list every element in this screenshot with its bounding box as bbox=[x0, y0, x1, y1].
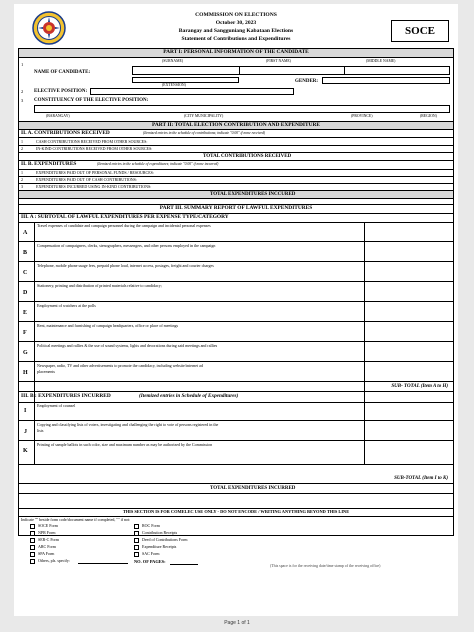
doc-expenditure-receipts: Expenditure Receipts bbox=[142, 544, 177, 549]
row-i-label: Employment of counsel bbox=[37, 403, 76, 408]
row-j-letter: J bbox=[24, 429, 27, 435]
no-of-pages-field[interactable] bbox=[170, 564, 198, 565]
checkbox-others[interactable] bbox=[30, 559, 35, 564]
election-date: October 30, 2023 bbox=[215, 20, 257, 26]
checkbox-contribution-receipts[interactable] bbox=[134, 531, 139, 536]
row-c-label: Telephone, mobile phone usage fees, prepaid phone load, internet access, postages, freight and courier charges bbox=[37, 263, 214, 268]
inkind-contributions-label: IN-KIND CONTRIBUTIONS RECEIVED FROM OTHER SOURCES: bbox=[36, 146, 153, 151]
cash-contributions-label: CASH CONTRIBUTIONS RECEIVED FROM OTHER SOURCES: bbox=[36, 139, 148, 144]
expenditures-title: II. B. EXPENDITURES bbox=[21, 161, 77, 167]
total-contributions-label: TOTAL CONTRIBUTIONS RECEIVED bbox=[203, 154, 292, 159]
row-g-letter: G bbox=[23, 350, 28, 356]
row-b-label: Compensation of campaigners, clerks, stenographers, messengers, and other persons employed in the campaign bbox=[37, 243, 216, 248]
part2-title: PART II: TOTAL ELECTION CONTRIBUTION AND EXPENDITURE bbox=[152, 122, 320, 128]
soce-form-sheet: COMMISSION ON ELECTIONS October 30, 2023 Barangay and Sangguniang Kabataan Elections Statement of Contributions and Expenditures SOCE PART I: PERSONAL INFORMATION OF THE CANDIDATE 1 NAME OF CANDIDATE: (SURNAME) (FIRST NAME) (MIDDLE NAME) (EXTENSION) GENDER: 2 ELECTIVE POSITION: 3 CONSTITUENCY OF THE ELECTIVE POSITION: (BARANGAY) (CITY MUNICIPALITY) (PROVINCE) (REGION) PART II: TOTAL ELECTION CONTRIBUTION AND EXPENDITURE II. A. CONTRIBUTIONS RECEIVED (Itemized entries in the schedule of contributions; indicate "0.00" if none received) 1 CASH CONTRIBUTIONS RECEIVED FROM OTHER SOURCES: 2 IN-KIND CONTRIBUTIONS RECEIVED FROM OTHER SOURCES: TOTAL CONTRIBUTIONS RECEIVED II. B. EXPENDITURES (Itemized entries in the schedule of expenditures; indicate "0.00" if none incurred) 1 EXPENDITURES PAID OUT OF PERSONAL FUNDS / RESOURCES: 2 EXPENDITURES PAID OUT OF CASH CONTRIBUTIONS: 3 EXPENDITURES INCURRED USING IN-KIND CONTRIBUTIONS: TOTAL EXPENDITURES INCCURED PART III. SUMMARY REPORT OF LAWFUL EXPENDITURES III. A : SUBTOTAL OF LAWFUL EXPENDITURES PER EXPENSE TYPE/CATEGORY A Travel expenses of candidate and campaign personnel during the campaign and incidental personal expenses B Compensation of campaigners, clerks, stenographers, messengers, and other persons employed in the campaign C Telephone, mobile phone usage fees, prepaid phone load, internet access, postages, freight and courier charges D Stationery, printing and distribution of printed materials relative to candidacy; E Employment of watchers at the polls F Rent, maintenance and furnishing of campaign headquarters, office or place of meetings G Political meetings and rallies & the use of sound systems, lights and decorations during said meetings and rallies H Newspaper, radio, TV and other advertisements to promote the candidacy, including website/internet ad placements SUB- TOTAL (Item A to H) III. B : EXPENDITURES INCURRED (Itemized entries in Schedule of Expenditures) I Employment of counsel J Copying and classifying lists of voters, investigating and challenging the right to vote of persons registered in the lists K Printing of sample ballots in such color, size and maximum number as may be authorized by the Commission SUB-TOTAL (Item I to K) TOTAL EXPENDITURES INCURRED THIS SECTION IS FOR COMELEC USE ONLY - DO NOT ENCODE / WRITING ANYTHING BEYOND THIS LINE Indicate "" beside form code/document name if completed, "" if not: SOCE Form NPR Form SER-C Form ARC Form SPA Form Others, pls. specify: ROC Form Contribution Receipts Deed of Contributions Form Expenditure Receipts SAC Form NO. OF PAGES: (This space is for the receiving date/time stamp of the receiving office) bbox=[14, 4, 458, 616]
candidate-name-label: NAME OF CANDIDATE: bbox=[34, 70, 91, 75]
checkbox-expenditure-receipts[interactable] bbox=[134, 545, 139, 550]
checkbox-deed-contributions[interactable] bbox=[134, 538, 139, 543]
extension-caption: (EXTENSION) bbox=[162, 83, 186, 87]
row-k-label: Printing of sample ballots in such color, size and maximum number as may be authorized by the Commission bbox=[37, 442, 213, 447]
part1-title: PART I: PERSONAL INFORMATION OF THE CANDIDATE bbox=[163, 49, 309, 55]
elective-position-field[interactable] bbox=[90, 88, 294, 95]
comelec-use-title: THIS SECTION IS FOR COMELEC USE ONLY - DO NOT ENCODE / WRITING ANYTHING BEYOND THIS LINE bbox=[122, 509, 350, 514]
middlename-caption: (MIDDLE NAME) bbox=[366, 59, 396, 63]
row-e-letter: E bbox=[23, 310, 28, 316]
contributions-note: (Itemized entries in the schedule of contributions; indicate "0.00" if none received) bbox=[143, 131, 266, 135]
row-f-letter: F bbox=[23, 330, 27, 336]
row-a-letter: A bbox=[23, 230, 28, 236]
constituency-field[interactable] bbox=[34, 105, 450, 113]
checkbox-spa-form[interactable] bbox=[30, 552, 35, 557]
row-g-label: Political meetings and rallies & the use of sound systems, lights and decorations during said meetings and rallies bbox=[37, 343, 218, 348]
doc-arc-form: ARC Form bbox=[38, 544, 56, 549]
part3-title: PART III. SUMMARY REPORT OF LAWFUL EXPENDITURES bbox=[159, 205, 313, 211]
row-h-letter: H bbox=[23, 370, 28, 376]
expenditures-personal-label: EXPENDITURES PAID OUT OF PERSONAL FUNDS / RESOURCES: bbox=[36, 170, 154, 175]
region-caption: (REGION) bbox=[420, 114, 437, 118]
form-title: Statement of Contributions and Expenditures bbox=[181, 36, 291, 42]
receiving-stamp-note: (This space is for the receiving date/time stamp of the receiving office) bbox=[270, 564, 381, 568]
expenditures-note: (Itemized entries in the schedule of expenditures; indicate "0.00" if none incurred) bbox=[97, 162, 219, 166]
expenditures-inkind-label: EXPENDITURES INCURRED USING IN-KIND CONTRIBUTIONS: bbox=[36, 184, 152, 189]
doc-roc-form: ROC Form bbox=[142, 523, 160, 528]
checkbox-npr-form[interactable] bbox=[30, 531, 35, 536]
grand-total-expenditures: TOTAL EXPENDITURES INCURRED bbox=[210, 486, 296, 491]
row-h-label-cont: placements bbox=[37, 369, 55, 374]
row-k-letter: K bbox=[23, 448, 28, 454]
page-number: Page 1 of 1 bbox=[224, 620, 250, 626]
gender-label: GENDER: bbox=[295, 79, 319, 84]
row-j-label: Copying and classifying lists of voters, investigating and challenging the right to vote of persons registered in the bbox=[37, 422, 219, 427]
soce-code: SOCE bbox=[405, 25, 435, 37]
row-e-label: Employment of watchers at the polls bbox=[37, 303, 96, 308]
commission-title: COMMISSION ON ELECTIONS bbox=[195, 12, 277, 18]
expenditures-cash-label: EXPENDITURES PAID OUT OF CASH CONTRIBUTIONS: bbox=[36, 177, 138, 182]
doc-spa-form: SPA Form bbox=[38, 551, 55, 556]
row-d-label: Stationery, printing and distribution of printed materials relative to candidacy; bbox=[37, 283, 162, 288]
doc-soce-form: SOCE Form bbox=[38, 523, 58, 528]
surname-caption: (SURNAME) bbox=[162, 59, 184, 63]
city-caption: (CITY MUNICIPALITY) bbox=[184, 114, 224, 118]
gender-field[interactable] bbox=[322, 77, 450, 84]
part3b-title: III. B : EXPENDITURES INCURRED bbox=[21, 393, 111, 399]
row-h-label: Newspaper, radio, TV and other advertisements to promote the candidacy, including website/internet ad bbox=[37, 363, 203, 368]
doc-sac-form: SAC Form bbox=[142, 551, 160, 556]
doc-serc-form: SER-C Form bbox=[38, 537, 60, 542]
checkbox-arc-form[interactable] bbox=[30, 545, 35, 550]
firstname-caption: (FIRST NAME) bbox=[266, 59, 291, 63]
barangay-caption: (BARANGAY) bbox=[46, 114, 70, 118]
contributions-received-title: II. A. CONTRIBUTIONS RECEIVED bbox=[21, 130, 110, 136]
row-c-letter: C bbox=[23, 270, 28, 276]
row-f-label: Rent, maintenance and furnishing of campaign headquarters, office or place of meetings bbox=[37, 323, 179, 328]
doc-contribution-receipts: Contribution Receipts bbox=[142, 530, 178, 535]
part3b-note: (Itemized entries in Schedule of Expenditures) bbox=[139, 393, 239, 399]
row-a-label: Travel expenses of candidate and campaign personnel during the campaign and incidental personal expenses bbox=[37, 223, 211, 228]
row-j-label-cont: lists bbox=[37, 428, 44, 433]
total-expenditures-label: TOTAL EXPENDITURES INCCURED bbox=[210, 192, 296, 197]
doc-others: Others, pls. specify: bbox=[38, 558, 70, 563]
subtotal-i-k: SUB-TOTAL (Item I to K) bbox=[394, 476, 448, 481]
checkbox-serc-form[interactable] bbox=[30, 538, 35, 543]
part3a-title: III. A : SUBTOTAL OF LAWFUL EXPENDITURES PER EXPENSE TYPE/CATEGORY bbox=[21, 214, 229, 220]
province-caption: (PROVINCE) bbox=[351, 114, 373, 118]
doc-npr-form: NPR Form bbox=[38, 530, 56, 535]
elective-position-label: ELECTIVE POSITION: bbox=[34, 89, 88, 94]
constituency-label: CONSTITUENCY OF THE ELECTIVE POSITION: bbox=[34, 98, 149, 103]
no-of-pages-label: NO. OF PAGES: bbox=[134, 559, 166, 564]
subtotal-a-h: SUB- TOTAL (Item A to H) bbox=[391, 384, 448, 389]
row-i-letter: I bbox=[24, 408, 27, 414]
election-name: Barangay and Sangguniang Kabataan Elections bbox=[178, 28, 294, 34]
comelec-indicate-note: Indicate "" beside form code/document name if completed, "" if not: bbox=[21, 517, 131, 522]
row-b-letter: B bbox=[23, 250, 28, 256]
checkbox-soce-form[interactable] bbox=[30, 524, 35, 529]
doc-deed-contributions: Deed of Contributions Form bbox=[142, 537, 188, 542]
candidate-name-field[interactable] bbox=[132, 66, 450, 75]
checkbox-sac-form[interactable] bbox=[134, 552, 139, 557]
row-d-letter: D bbox=[23, 290, 28, 296]
checkbox-roc-form[interactable] bbox=[134, 524, 139, 529]
